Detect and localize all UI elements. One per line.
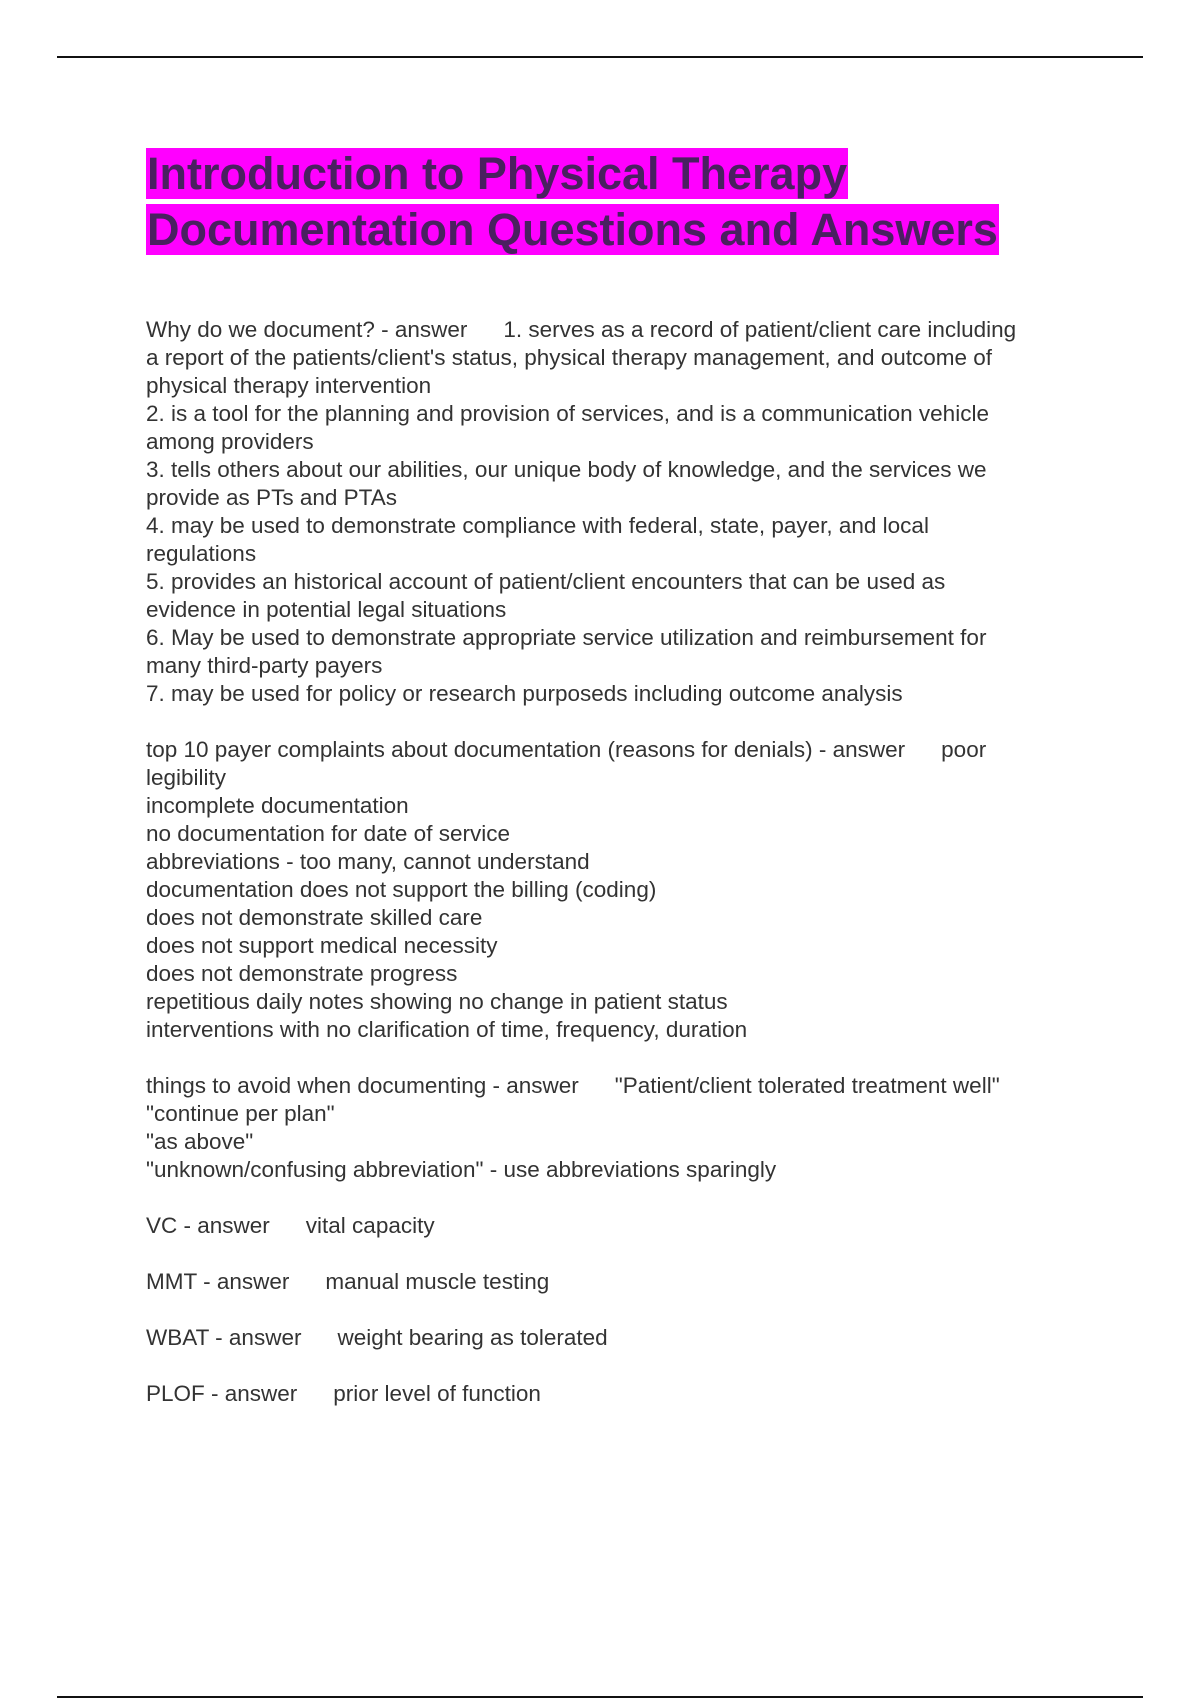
answer-text: 1. serves as a record of patient/client care including xyxy=(503,317,1017,342)
answer-line: does not demonstrate skilled care xyxy=(146,905,483,930)
answer-line: legibility xyxy=(146,765,227,790)
answer-line: abbreviations - too many, cannot understand xyxy=(146,849,590,874)
qa-item xyxy=(146,1212,1096,1240)
answer-line: physical therapy intervention xyxy=(146,373,432,398)
answer-text: weight bearing as tolerated xyxy=(337,1325,608,1350)
answer-text: "Patient/client tolerated treatment well" xyxy=(614,1073,1000,1098)
qa-first-line xyxy=(146,736,1096,764)
answer-line: 2. is a tool for the planning and provision of services, and is a communication vehicle xyxy=(146,401,989,426)
answer-line: "continue per plan" xyxy=(146,1101,335,1126)
question-text: MMT - answer xyxy=(146,1269,290,1294)
qa-item xyxy=(146,316,1096,708)
answer-line: provide as PTs and PTAs xyxy=(146,485,397,510)
qa-item xyxy=(146,1380,1096,1408)
document-body xyxy=(146,146,1096,1436)
answer-line: a report of the patients/client's status, physical therapy management, and outcome of xyxy=(146,345,993,370)
answer-line: interventions with no clarification of time, frequency, duration xyxy=(146,1017,748,1042)
answer-text: prior level of function xyxy=(333,1381,541,1406)
title-line-1: Introduction to Physical Therapy xyxy=(147,148,848,199)
question-text: Why do we document? - answer xyxy=(146,317,468,342)
answer-text: poor xyxy=(941,737,987,762)
answer-line: "as above" xyxy=(146,1129,254,1154)
qa-first-line xyxy=(146,316,1096,344)
answer-line: among providers xyxy=(146,429,314,454)
answer-line: evidence in potential legal situations xyxy=(146,597,507,622)
title-line-2: Documentation Questions and Answers xyxy=(147,204,998,255)
answer-line: 4. may be used to demonstrate compliance with federal, state, payer, and local xyxy=(146,513,929,538)
question-text: PLOF - answer xyxy=(146,1381,298,1406)
footer-rule xyxy=(57,1696,1143,1698)
qa-first-line xyxy=(146,1380,1096,1408)
question-text: WBAT - answer xyxy=(146,1325,302,1350)
answer-line: 5. provides an historical account of patient/client encounters that can be used as xyxy=(146,569,946,594)
header-rule xyxy=(57,56,1143,58)
document-title xyxy=(146,146,1096,258)
qa-first-line xyxy=(146,1324,1096,1352)
answer-line: regulations xyxy=(146,541,257,566)
qa-first-line xyxy=(146,1268,1096,1296)
qa-item xyxy=(146,1268,1096,1296)
answer-line: many third-party payers xyxy=(146,653,383,678)
answer-line: repetitious daily notes showing no change in patient status xyxy=(146,989,728,1014)
question-text: things to avoid when documenting - answer xyxy=(146,1073,579,1098)
qa-item xyxy=(146,1324,1096,1352)
qa-list xyxy=(146,316,1096,1408)
answer-line: incomplete documentation xyxy=(146,793,409,818)
qa-item xyxy=(146,736,1096,1044)
answer-line: documentation does not support the billing (coding) xyxy=(146,877,657,902)
answer-line: 7. may be used for policy or research purposeds including outcome analysis xyxy=(146,681,903,706)
answer-line: 6. May be used to demonstrate appropriate service utilization and reimbursement for xyxy=(146,625,987,650)
answer-text: vital capacity xyxy=(305,1213,435,1238)
answer-line: does not demonstrate progress xyxy=(146,961,458,986)
answer-line: does not support medical necessity xyxy=(146,933,498,958)
answer-line: "unknown/confusing abbreviation" - use abbreviations sparingly xyxy=(146,1157,777,1182)
answer-line: no documentation for date of service xyxy=(146,821,510,846)
question-text: VC - answer xyxy=(146,1213,270,1238)
qa-first-line xyxy=(146,1212,1096,1240)
answer-text: manual muscle testing xyxy=(325,1269,550,1294)
question-text: top 10 payer complaints about documentation (reasons for denials) - answer xyxy=(146,737,906,762)
answer-line: 3. tells others about our abilities, our unique body of knowledge, and the services we xyxy=(146,457,987,482)
qa-first-line xyxy=(146,1072,1096,1100)
qa-item xyxy=(146,1072,1096,1184)
